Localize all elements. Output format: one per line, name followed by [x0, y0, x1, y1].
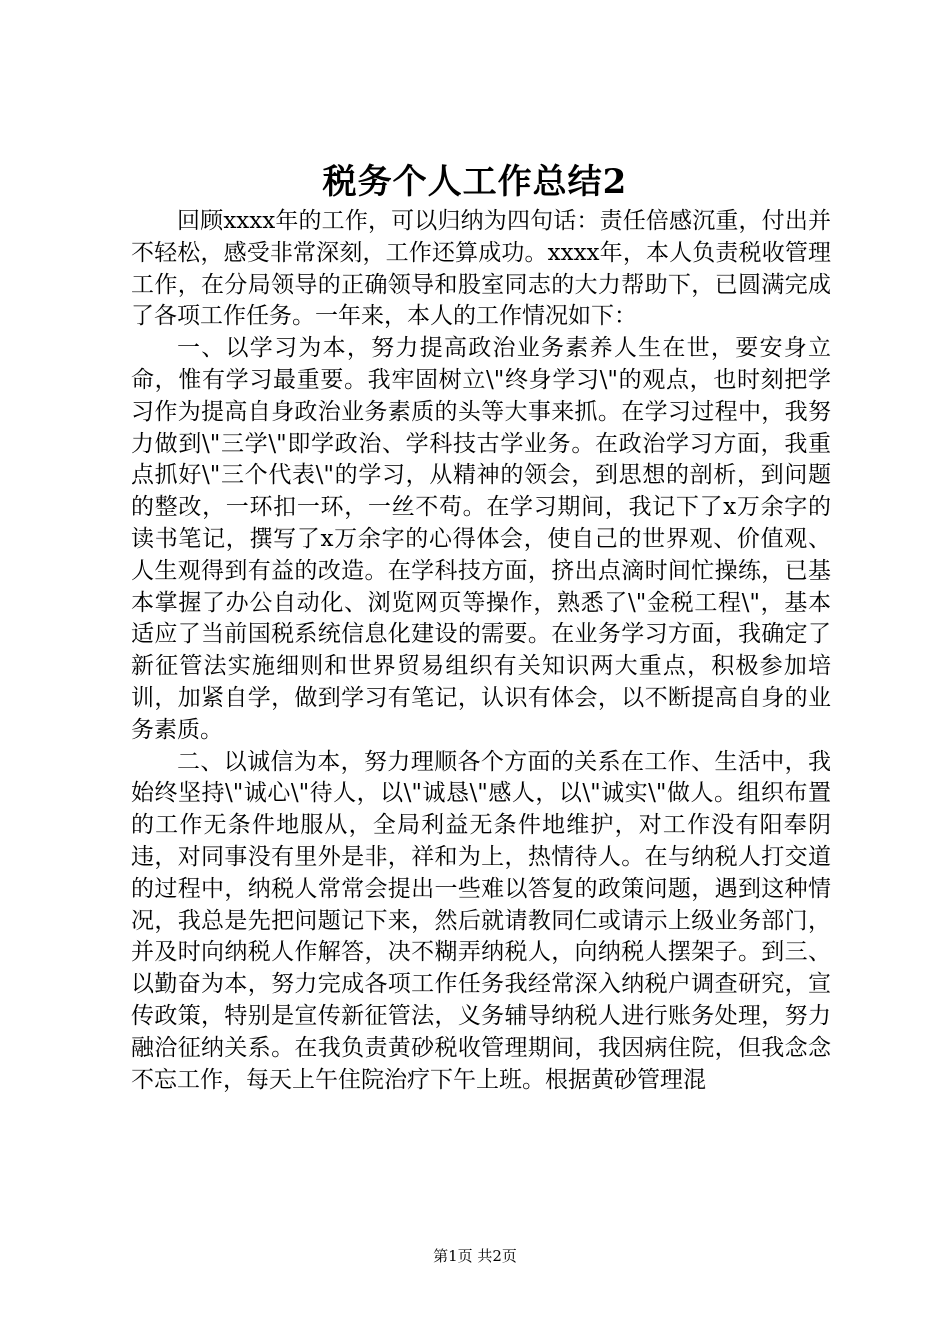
paragraph-intro: 回顾xxxx年的工作，可以归纳为四句话：责任倍感沉重，付出并不轻松，感受非常深刻，工作还算成功。xxxx年，本人负责税收管理工作，在分局领导的正确领导和股室同志的大力帮助下，已圆满完成了各项工作任务。一年来，本人的工作情况如下：	[131, 208, 831, 330]
paragraph-section-two: 二、以诚信为本，努力理顺各个方面的关系在工作、生活中，我始终坚持\"诚心\"待人，以\"诚恳\"感人，以\"诚实\"做人。组织布置的工作无条件地服从，全局利益无条件地维护，对工作没有阳奉阴违，对同事没有里外是非，祥和为上，热情待人。在与纳税人打交道的过程中，纳税人常常会提出一些难以答复的政策问题，遇到这种情况，我总是先把问题记下来，然后就请教同仁或请示上级业务部门，并及时向纳税人作解答，决不糊弄纳税人，向纳税人摆架子。到三、以勤奋为本，努力完成各项工作任务我经常深入纳税户调查研究，宣传政策，特别是宣传新征管法，义务辅导纳税人进行账务处理，努力融洽征纳关系。在我负责黄砂税收管理期间，我因病住院，但我念念不忘工作，每天上午住院治疗下午上班。根据黄砂管理混	[131, 748, 831, 1093]
page-footer: 第1页 共2页	[433, 1247, 517, 1265]
paragraph-section-one: 一、以学习为本，努力提高政治业务素养人生在世，要安身立命，惟有学习最重要。我牢固树立\"终身学习\"的观点，也时刻把学习作为提高自身政治业务素质的头等大事来抓。在学习过程中，我努力做到\"三学\"即学政治、学科技古学业务。在政治学习方面，我重点抓好\"三个代表\"的学习，从精神的领会，到思想的剖析，到问题的整改，一环扣一环，一丝不苟。在学习期间，我记下了x万余字的读书笔记，撰写了x万余字的心得体会，使自己的世界观、价值观、人生观得到有益的改造。在学科技方面，挤出点滴时间忙操练，已基本掌握了办公自动化、浏览网页等操作，熟悉了\"金税工程\"，基本适应了当前国税系统信息化建设的需要。在业务学习方面，我确定了新征管法实施细则和世界贸易组织有关知识两大重点，积极参加培训，加紧自学，做到学习有笔记，认识有体会，以不断提高自身的业务素质。	[131, 335, 831, 743]
document-body	[131, 206, 831, 1096]
document-title: 税务个人工作总结2	[322, 162, 628, 202]
